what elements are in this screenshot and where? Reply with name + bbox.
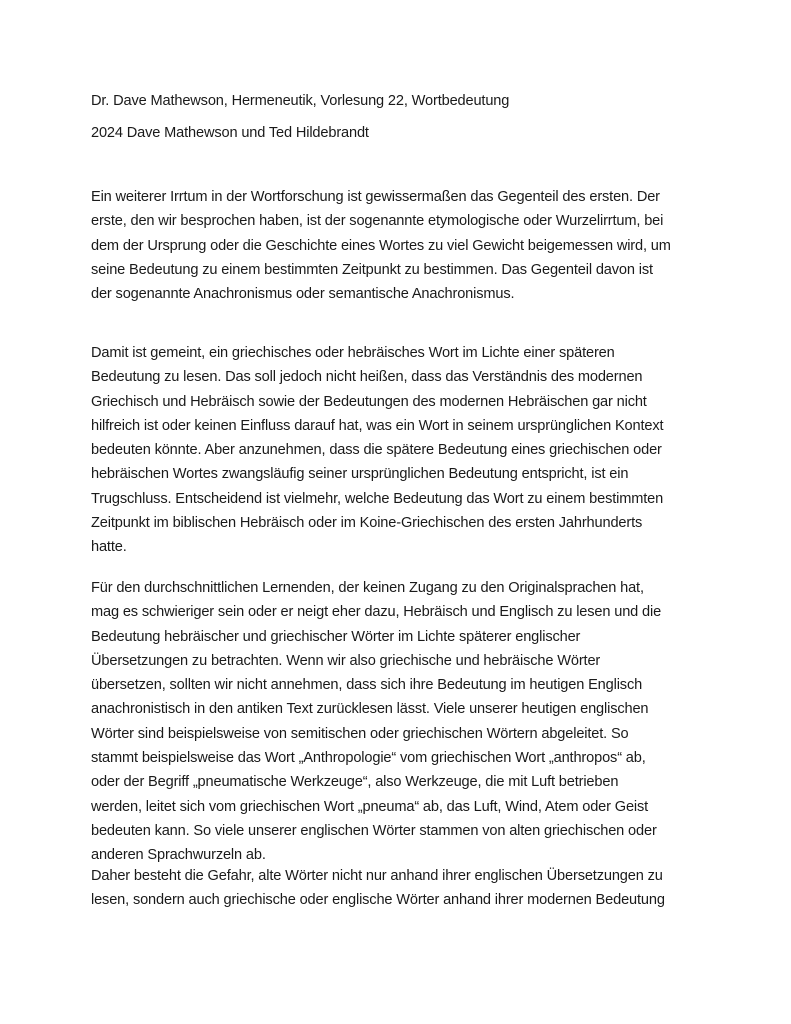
paragraph-line: hebräischen Wortes zwangsläufig seiner ursprünglichen Bedeutung entspricht, ist ein <box>91 466 629 483</box>
paragraph-line: lesen, sondern auch griechische oder englische Wörter anhand ihrer modernen Bedeutung <box>91 892 665 909</box>
paragraph-line: oder der Begriff „pneumatische Werkzeuge“, also Werkzeuge, die mit Luft betrieben <box>91 774 619 791</box>
paragraph-line: erste, den wir besprochen haben, ist der sogenannte etymologische oder Wurzelirrtum, bei <box>91 213 664 230</box>
paragraph-line: dem der Ursprung oder die Geschichte eines Wortes zu viel Gewicht beigemessen wird, um <box>91 237 671 254</box>
paragraph-3 <box>91 576 711 868</box>
paragraph-line: mag es schwieriger sein oder er neigt eher dazu, Hebräisch und Englisch zu lesen und die <box>91 604 662 621</box>
paragraph-line: anderen Sprachwurzeln ab. <box>91 847 266 864</box>
paragraph-line: Übersetzungen zu betrachten. Wenn wir also griechische und hebräische Wörter <box>91 652 601 669</box>
lecture-title-text: Dr. Dave Mathewson, Hermeneutik, Vorlesung 22, Wortbedeutung <box>91 93 510 109</box>
paragraph-line: werden, leitet sich vom griechischen Wort „pneuma“ ab, das Luft, Wind, Atem oder Geist <box>91 798 649 815</box>
paragraph-line: bedeuten könnte. Aber anzunehmen, dass die spätere Bedeutung eines griechischen oder <box>91 442 662 459</box>
paragraph-line: hilfreich ist oder keinen Einfluss darauf hat, was ein Wort in seinem ursprünglichen Kontext <box>91 417 664 434</box>
paragraph-line: Zeitpunkt im biblischen Hebräisch oder im Koine-Griechischen des ersten Jahrhunderts <box>91 515 643 532</box>
paragraph-line: anachronistisch in den antiken Text zurücklesen lässt. Viele unserer heutigen englischen <box>91 701 649 718</box>
paragraph-2 <box>91 341 711 560</box>
paragraph-line: Für den durchschnittlichen Lernenden, der keinen Zugang zu den Originalsprachen hat, <box>91 580 644 596</box>
lecture-title <box>91 89 711 113</box>
paragraph-4 <box>91 864 711 913</box>
paragraph-line: übersetzen, sollten wir nicht annehmen, dass sich ihre Bedeutung im heutigen Englisch <box>91 677 643 694</box>
copyright-line <box>91 121 711 145</box>
paragraph-1 <box>91 185 711 306</box>
paragraph-line: seine Bedeutung zu einem bestimmten Zeitpunkt zu bestimmen. Das Gegenteil davon ist <box>91 261 653 278</box>
paragraph-line: Trugschluss. Entscheidend ist vielmehr, welche Bedeutung das Wort zu einem bestimmten <box>91 490 664 507</box>
paragraph-line: Wörter sind beispielsweise von semitischen oder griechischen Wörtern abgeleitet. So <box>91 725 629 742</box>
paragraph-line: hatte. <box>91 539 127 556</box>
paragraph-line: Bedeutung zu lesen. Das soll jedoch nicht heißen, dass das Verständnis des modernen <box>91 369 643 386</box>
paragraph-line: Bedeutung hebräischer und griechischer Wörter im Lichte späterer englischer <box>91 628 581 645</box>
paragraph-line: stammt beispielsweise das Wort „Anthropologie“ vom griechischen Wort „anthropos“ ab, <box>91 750 646 767</box>
paragraph-line: Daher besteht die Gefahr, alte Wörter nicht nur anhand ihrer englischen Übersetzungen zu <box>91 868 663 884</box>
paragraph-line: Ein weiterer Irrtum in der Wortforschung ist gewissermaßen das Gegenteil des ersten. Der <box>91 189 660 205</box>
copyright-text: 2024 Dave Mathewson und Ted Hildebrandt <box>91 125 369 141</box>
paragraph-line: Damit ist gemeint, ein griechisches oder hebräisches Wort im Lichte einer späteren <box>91 345 615 361</box>
paragraph-line: bedeuten kann. So viele unserer englischen Wörter stammen von alten griechischen oder <box>91 822 657 839</box>
paragraph-line: der sogenannte Anachronismus oder semantische Anachronismus. <box>91 286 515 303</box>
paragraph-line: Griechisch und Hebräisch sowie der Bedeutungen des modernen Hebräischen gar nicht <box>91 393 647 410</box>
